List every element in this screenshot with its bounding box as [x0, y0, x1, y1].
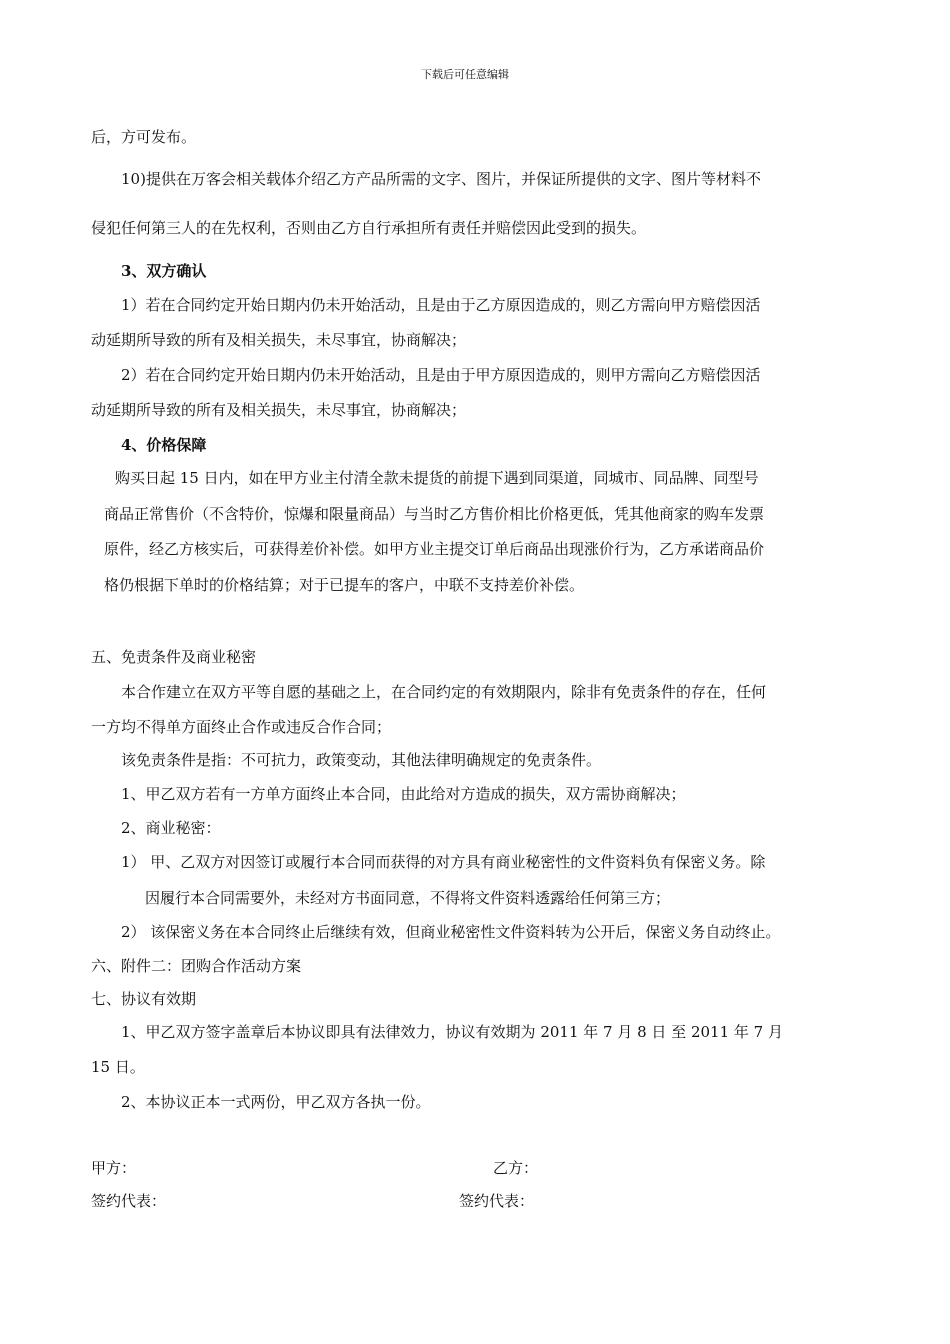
section-4-line-3: 原件，经乙方核实后，可获得差价补偿。如甲方业主提交订单后商品出现涨价行为，乙方承诺商品价	[104, 540, 765, 558]
section-5-heading: 五、免责条件及商业秘密	[91, 648, 257, 666]
section-7-item-1-line-2: 15 日。	[91, 1058, 145, 1076]
section-3-p2-line-2: 动延期所导致的所有及相关损失，未尽事宜，协商解决；	[91, 401, 467, 419]
section-5-sub-2: 2） 该保密义务在本合同终止后继续有效，但商业秘密性文件资料转为公开后，保密义务自动终止。	[121, 923, 781, 941]
section-7-item-1-line-1: 1、甲乙双方签字盖章后本协议即具有法律效力，协议有效期为 2011 年 7 月 8 日 至 2011 年 7 月	[121, 1023, 783, 1041]
section-3-p1-line-1: 1）若在合同约定开始日期内仍未开始活动，且是由于乙方原因造成的，则乙方需向甲方赔偿因活	[121, 296, 761, 314]
party-a-label: 甲方：	[91, 1159, 137, 1177]
section-5-sub-1-line-1: 1） 甲、乙双方对因签订或履行本合同而获得的对方具有商业秘密性的文件资料负有保密义务。除	[121, 853, 766, 871]
section-5-item-2: 2、商业秘密：	[121, 819, 221, 837]
section-7-heading: 七、协议有效期	[91, 990, 197, 1008]
section-5-item-1: 1、甲乙双方若有一方单方面终止本合同，由此给对方造成的损失，双方需协商解决；	[121, 785, 686, 803]
section-3-p1-line-2: 动延期所导致的所有及相关损失，未尽事宜，协商解决；	[91, 331, 467, 349]
section-5-p1-line-1: 本合作建立在双方平等自愿的基础之上，在合同约定的有效期限内，除非有免责条件的存在，任何	[121, 683, 767, 701]
section-5-sub-1-line-2: 因履行本合同需要外，未经对方书面同意，不得将文件资料透露给任何第三方；	[145, 889, 671, 907]
section-5-p1-line-2: 一方均不得单方面终止合作或违反合作合同；	[91, 718, 392, 736]
section-4-heading: 4、价格保障	[121, 436, 207, 454]
section-4-line-4: 格仍根据下单时的价格结算；对于已提车的客户，中联不支持差价补偿。	[104, 576, 585, 594]
party-b-label: 乙方：	[493, 1159, 539, 1177]
section-4-line-1: 购买日起 15 日内，如在甲方业主付清全款未提货的前提下遇到同渠道，同城市、同品牌、同型号	[115, 469, 759, 487]
section-4-line-2: 商品正常售价（不含特价，惊爆和限量商品）与当时乙方售价相比价格更低，凭其他商家的购车发票	[104, 505, 765, 523]
page-header: 下载后可任意编辑	[421, 68, 509, 81]
continued-line: 后，方可发布。	[91, 128, 197, 146]
item-10-line-2: 侵犯任何第三人的在先权利，否则由乙方自行承担所有责任并赔偿因此受到的损失。	[91, 219, 647, 237]
party-a-representative: 签约代表：	[91, 1192, 167, 1210]
party-b-representative: 签约代表：	[459, 1192, 535, 1210]
item-10-line-1: 10)提供在万客会相关载体介绍乙方产品所需的文字、图片，并保证所提供的文字、图片等材料不	[121, 170, 761, 188]
section-3-p2-line-1: 2）若在合同约定开始日期内仍未开始活动，且是由于甲方原因造成的，则甲方需向乙方赔偿因活	[121, 366, 761, 384]
section-5-p2: 该免责条件是指：不可抗力，政策变动，其他法律明确规定的免责条件。	[121, 751, 602, 769]
section-7-item-2: 2、本协议正本一式两份，甲乙双方各执一份。	[121, 1093, 431, 1111]
section-3-heading: 3、双方确认	[121, 262, 207, 280]
section-6-heading: 六、附件二：团购合作活动方案	[91, 957, 302, 975]
